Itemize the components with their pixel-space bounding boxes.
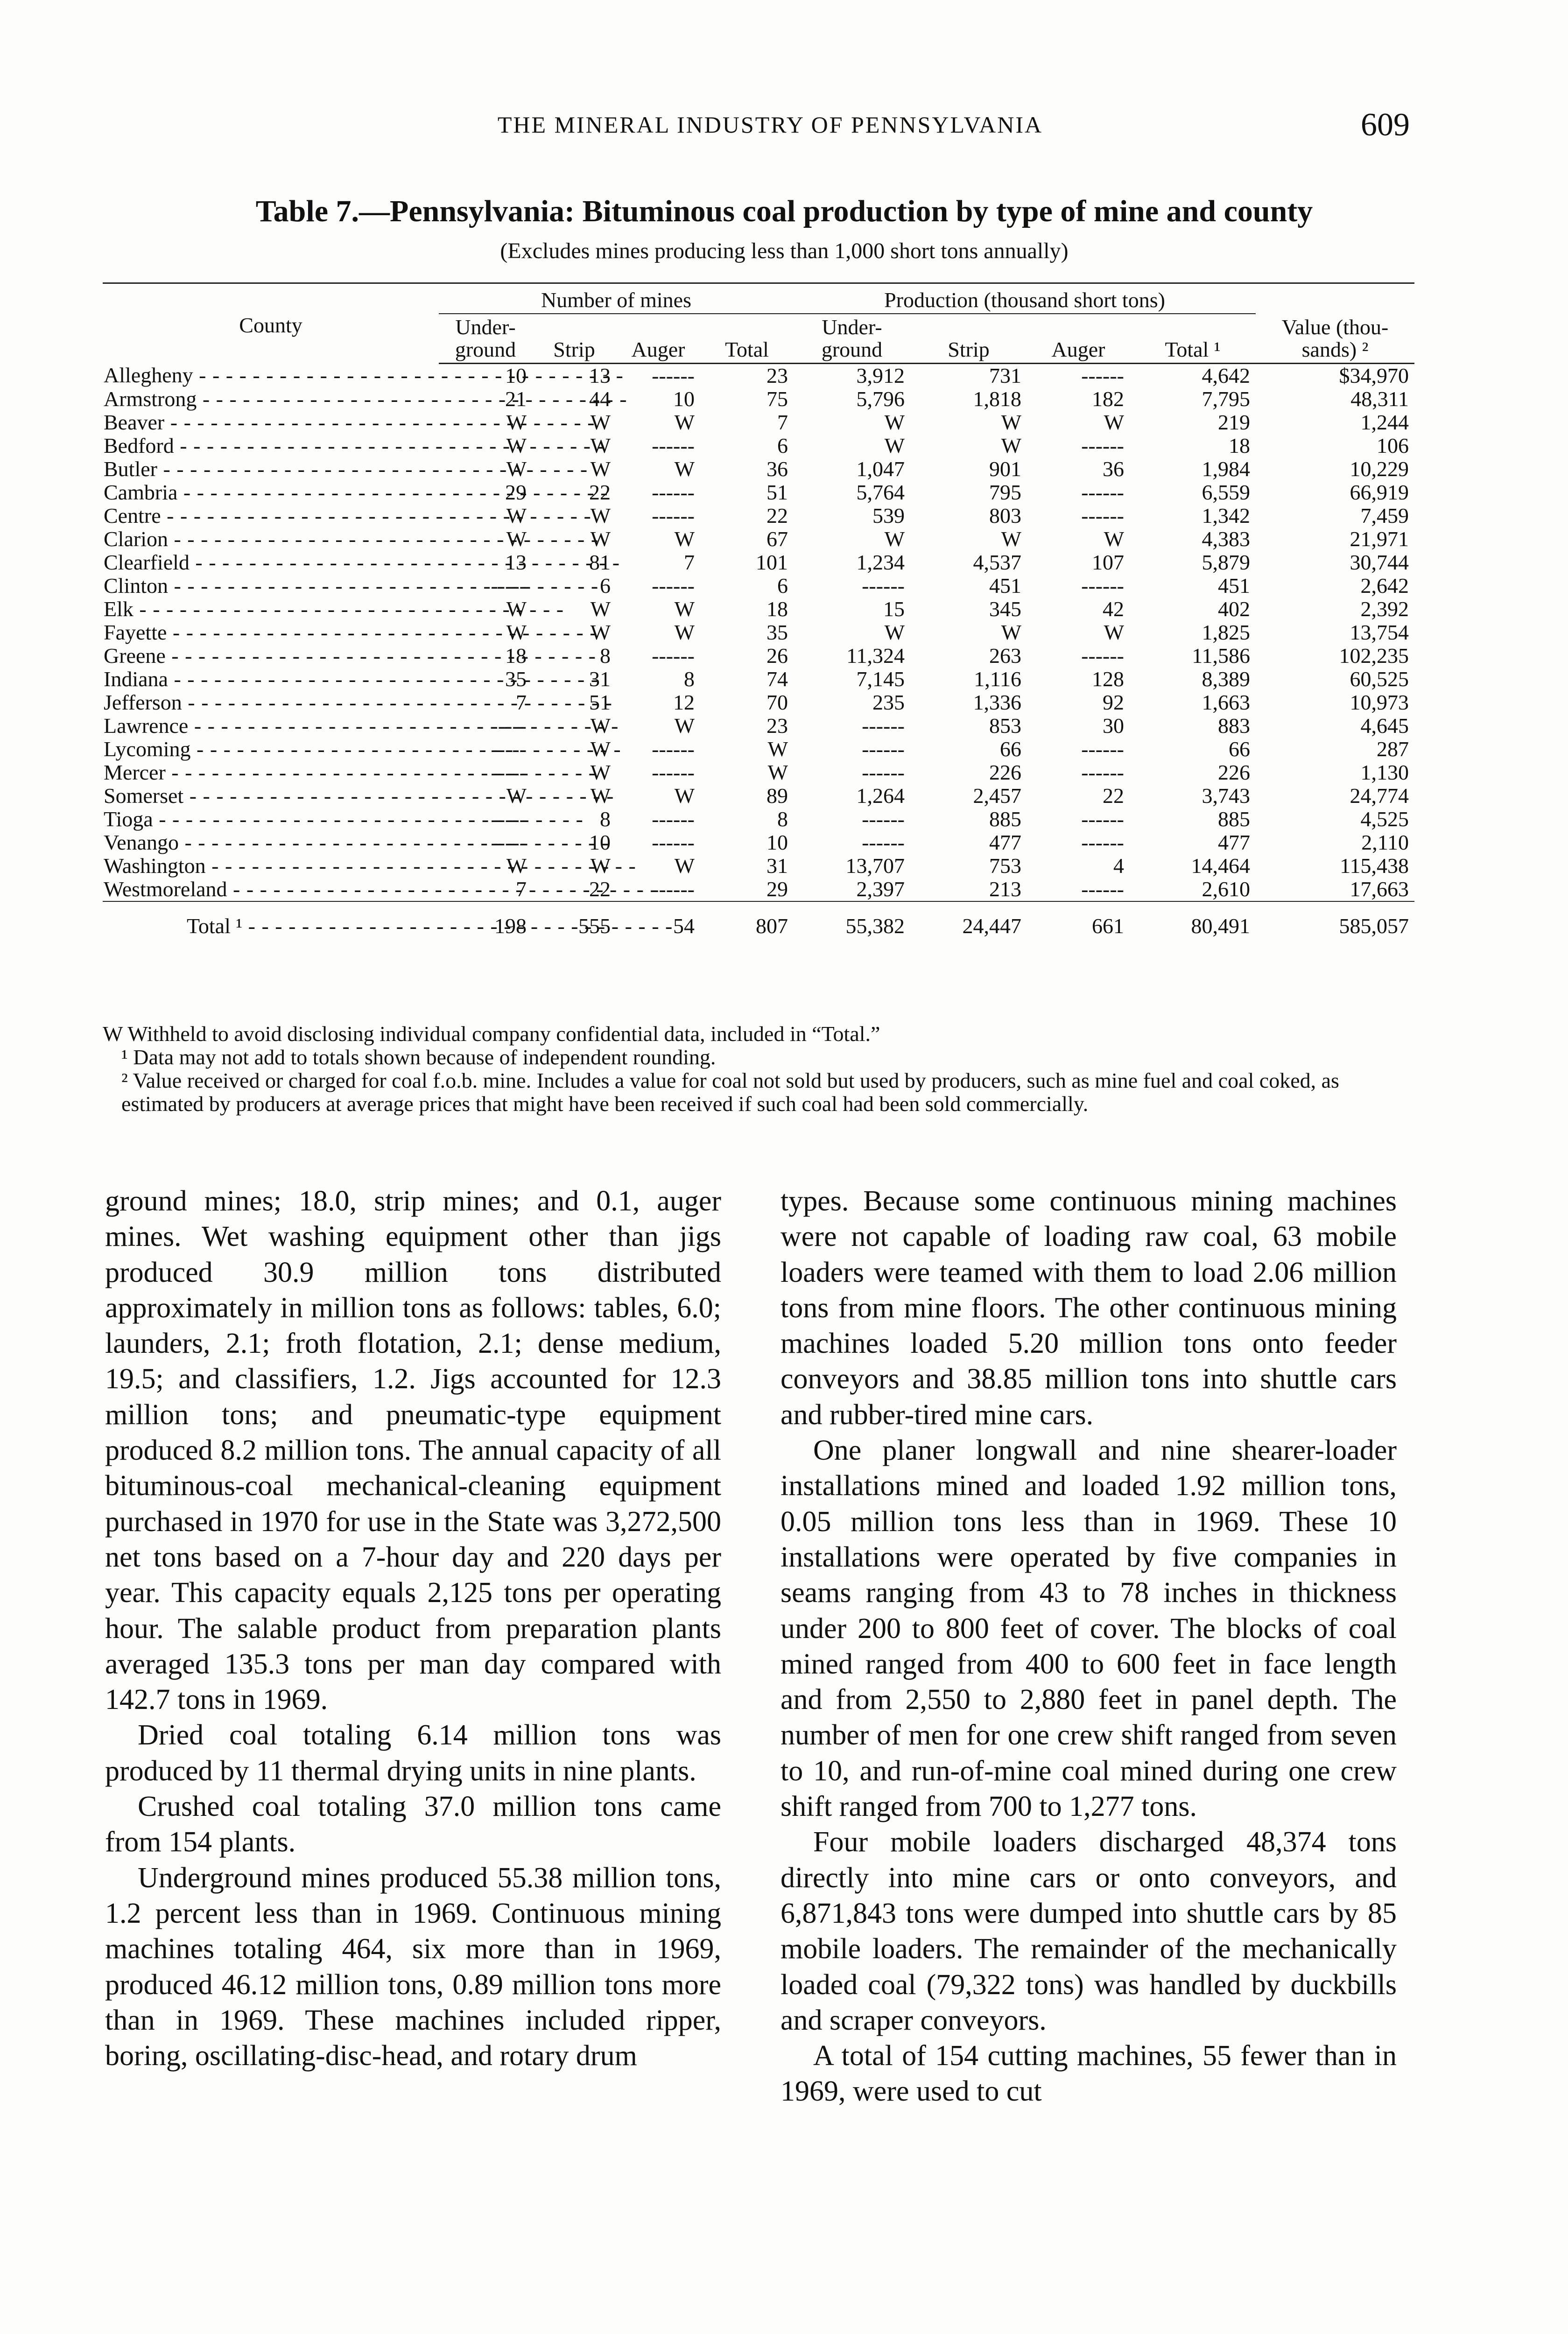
table-row: [103, 457, 1414, 481]
cell-p-ug: 11,324: [846, 644, 905, 668]
total-cell-n-total: 807: [756, 914, 788, 938]
cell-p-ug: 7,145: [856, 667, 905, 691]
cell-p-auger: ------: [1081, 760, 1124, 784]
cell-n-strip: W: [590, 457, 611, 481]
cell-n-strip: 31: [589, 667, 611, 691]
cell-n-ug: 7: [439, 878, 532, 901]
cell-value: 2,642: [1360, 574, 1409, 598]
cell-county: Lawrence - - -: [103, 714, 439, 738]
cell-p-auger: 182: [1092, 387, 1124, 411]
cell-p-strip: 213: [910, 878, 1027, 901]
cell-n-strip: 44: [589, 387, 611, 411]
cell-n-total: 31: [766, 854, 788, 878]
cell-county: Lycoming - - -: [103, 738, 439, 761]
cell-p-auger: ------: [1081, 434, 1124, 457]
cell-p-total: 7,795: [1202, 387, 1251, 411]
cell-n-strip: W: [590, 760, 611, 784]
cell-p-total: 451: [1218, 574, 1251, 598]
cell-p-strip: 451: [989, 574, 1021, 598]
total-cell-p-strip: 24,447: [962, 914, 1021, 938]
cell-n-auger: ------: [652, 574, 695, 598]
cell-county: Fayette - - -: [103, 621, 439, 644]
cell-n-auger: ------: [652, 364, 695, 387]
cell-p-ug: 1,264: [856, 784, 905, 808]
cell-n-ug: W: [506, 784, 527, 808]
cell-n-total: 22: [766, 504, 788, 527]
cell-n-auger: 12: [673, 690, 695, 714]
footnote-withheld: W Withheld to avoid disclosing individual company confidential data, included in “Total.”: [103, 1022, 880, 1046]
header-mines-underground: Under- ground: [439, 314, 532, 364]
cell-n-ug: 21: [505, 387, 527, 411]
cell-p-ug: W: [884, 527, 905, 551]
cell-n-total: 7: [777, 410, 788, 434]
cell-p-strip: 795: [989, 480, 1021, 504]
table-row: [103, 878, 1414, 901]
cell-n-auger: ------: [652, 760, 695, 784]
total-cell-county: Total ¹ - - -: [103, 901, 439, 940]
cell-p-ug: 15: [883, 597, 905, 621]
cell-value: 60,525: [1350, 667, 1409, 691]
total-cell-n-ug: 198: [494, 914, 527, 938]
cell-n-total: 26: [766, 644, 788, 668]
cell-p-total: 5,879: [1202, 550, 1251, 574]
header-number-of-mines: Number of mines: [439, 287, 794, 314]
cell-p-strip: 263: [989, 644, 1021, 668]
header-production: Production (thousand short tons): [794, 287, 1256, 314]
header-county: County: [239, 313, 302, 337]
cell-n-ug: -----: [491, 714, 527, 738]
cell-n-total: 10: [766, 830, 788, 854]
cell-county: Somerset - - -: [103, 784, 439, 808]
cell-p-strip: 477: [989, 830, 1021, 854]
cell-n-ug: W: [506, 434, 527, 457]
table-row: [103, 598, 1414, 621]
cell-p-auger: ------: [1081, 737, 1124, 761]
cell-p-total: 18: [1229, 434, 1251, 457]
header-production-strip: Strip: [910, 314, 1027, 364]
cell-p-auger: 30: [1103, 714, 1124, 738]
page-number: 609: [1361, 107, 1410, 143]
table-row: [103, 527, 1414, 551]
table-total-row: [103, 901, 1414, 940]
cell-n-ug: -----: [491, 574, 527, 598]
table-row: [103, 621, 1414, 644]
paragraph: Crushed coal totaling 37.0 million tons came from 154 plants.: [105, 1791, 721, 1858]
cell-n-total: 36: [766, 457, 788, 481]
cell-p-ug: ------: [862, 574, 905, 598]
cell-p-ug: 539: [872, 504, 905, 527]
table-row: [103, 808, 1414, 831]
cell-p-auger: 128: [1092, 667, 1124, 691]
table-row: [103, 831, 1414, 854]
paragraph: Four mobile loaders discharged 48,374 tons directly into mine cars or onto conveyors, and 6,871,843 tons were dumped into shuttle cars by 85 mobile loaders. The remainder of the mechanically loaded coal (79,322 tons) was handled by duckbills and scraper conveyors.: [780, 1826, 1397, 2036]
cell-county: Centre - - -: [103, 504, 439, 527]
cell-p-total: 226: [1218, 760, 1251, 784]
cell-p-strip: W: [1001, 527, 1021, 551]
cell-n-total: 23: [766, 714, 788, 738]
cell-p-auger: ------: [1027, 878, 1130, 901]
cell-p-total: 477: [1218, 830, 1251, 854]
cell-n-total: 101: [756, 550, 788, 574]
cell-n-total: W: [767, 737, 788, 761]
total-cell-p-total: 80,491: [1191, 914, 1251, 938]
table-row: [103, 644, 1414, 668]
cell-n-auger: W: [674, 457, 695, 481]
cell-n-ug: 13: [505, 550, 527, 574]
cell-p-total: 14,464: [1191, 854, 1251, 878]
cell-n-total: 70: [766, 690, 788, 714]
cell-p-auger: 107: [1092, 550, 1124, 574]
cell-county: Elk - - -: [103, 598, 439, 621]
running-head: THE MINERAL INDUSTRY OF PENNSYLVANIA: [497, 112, 1043, 138]
cell-p-ug: 5,796: [856, 387, 905, 411]
cell-value: 287: [1377, 737, 1409, 761]
cell-n-strip: 51: [589, 690, 611, 714]
cell-p-strip: 66: [1000, 737, 1021, 761]
cell-n-total: W: [767, 760, 788, 784]
cell-n-ug: W: [506, 527, 527, 551]
cell-n-strip: W: [590, 434, 611, 457]
total-cell-p-ug: 55,382: [845, 914, 905, 938]
cell-n-ug: 18: [505, 644, 527, 668]
cell-p-strip: 4,537: [973, 550, 1021, 574]
paragraph: Dried coal totaling 6.14 million tons was produced by 11 thermal drying units in nine plants.: [105, 1719, 721, 1787]
cell-county: Westmoreland - - -: [103, 878, 439, 901]
paragraph: One planer longwall and nine shearer-loader installations mined and loaded 1.92 million tons, 0.05 million tons less than in 1969. These 10 installations were operated by five companies in seams ranging from 43 to 78 inches in thickness under 200 to 800 feet of cover. The blocks of coal mined ranged from 400 to 600 feet in face length and from 2,550 to 2,880 feet in panel depth. The number of men for one crew shift ranged from seven to 10, and run-of-mine coal mined during one crew shift ranged from 700 to 1,277 tons.: [780, 1434, 1397, 1823]
cell-n-total: 29: [700, 878, 794, 901]
header-value: Value (thou- sands) ²: [1256, 287, 1414, 364]
cell-n-strip: 8: [600, 644, 611, 668]
cell-county: Cambria - - -: [103, 481, 439, 504]
cell-n-auger: W: [674, 597, 695, 621]
cell-n-strip: 13: [589, 364, 611, 387]
table-row: [103, 738, 1414, 761]
cell-n-strip: 8: [600, 807, 611, 831]
cell-n-auger: 7: [684, 550, 695, 574]
table-row: [103, 784, 1414, 808]
cell-p-auger: 36: [1103, 457, 1124, 481]
cell-value: 66,919: [1350, 480, 1409, 504]
paragraph: Underground mines produced 55.38 million tons, 1.2 percent less than in 1969. Continuous mining machines totaling 464, six more than in 1969, produced 46.12 million tons, 0.89 million tons more than in 1969. These machines included ripper, boring, oscillating-disc-head, and rotary drum: [105, 1862, 721, 2072]
cell-p-auger: 92: [1103, 690, 1124, 714]
cell-p-total: 402: [1218, 597, 1251, 621]
cell-county: Tioga - - -: [103, 808, 439, 831]
cell-n-strip: 81: [589, 550, 611, 574]
cell-p-ug: 1,047: [856, 457, 905, 481]
cell-value: 24,774: [1350, 784, 1409, 808]
cell-n-total: 23: [766, 364, 788, 387]
cell-p-ug: ------: [862, 830, 905, 854]
cell-n-auger: W: [674, 714, 695, 738]
cell-p-auger: W: [1104, 527, 1124, 551]
cell-n-auger: W: [674, 784, 695, 808]
cell-p-ug: 235: [872, 690, 905, 714]
cell-county: Clinton - - -: [103, 574, 439, 598]
cell-p-strip: W: [1001, 620, 1021, 644]
left-text-column: [105, 1183, 721, 2074]
cell-p-auger: ------: [1081, 364, 1124, 387]
cell-value: 2,392: [1360, 597, 1409, 621]
cell-n-ug: -----: [491, 760, 527, 784]
table-row: [103, 854, 1414, 878]
cell-value: $34,970: [1339, 364, 1409, 387]
cell-p-auger: 4: [1113, 854, 1124, 878]
cell-p-auger: W: [1104, 620, 1124, 644]
cell-n-auger: ------: [652, 830, 695, 854]
cell-p-auger: ------: [1081, 480, 1124, 504]
cell-value: 48,311: [1350, 387, 1409, 411]
cell-n-auger: ------: [652, 480, 695, 504]
table-row: [103, 434, 1414, 457]
total-cell-value: 585,057: [1339, 914, 1409, 938]
table-title: Table 7.—Pennsylvania: Bituminous coal production by type of mine and county: [255, 194, 1313, 228]
cell-p-strip: 885: [989, 807, 1021, 831]
cell-n-auger: ------: [616, 878, 700, 901]
cell-value: 17,663: [1256, 878, 1414, 901]
cell-county: Allegheny - - -: [103, 364, 439, 388]
cell-n-auger: W: [674, 410, 695, 434]
cell-n-auger: ------: [652, 807, 695, 831]
cell-n-ug: 10: [505, 364, 527, 387]
cell-n-total: 18: [766, 597, 788, 621]
table-top-rule: [103, 282, 1414, 284]
table-row: [103, 761, 1414, 784]
cell-n-ug: -----: [491, 807, 527, 831]
total-cell-p-auger: 661: [1092, 914, 1124, 938]
cell-p-total: 883: [1218, 714, 1251, 738]
cell-p-total: 66: [1229, 737, 1251, 761]
cell-p-ug: ------: [862, 807, 905, 831]
cell-n-strip: W: [590, 620, 611, 644]
footnote-1: ¹ Data may not add to totals shown because of independent rounding.: [121, 1045, 716, 1069]
cell-p-total: 1,825: [1202, 620, 1251, 644]
cell-p-ug: ------: [862, 737, 905, 761]
cell-p-ug: W: [884, 410, 905, 434]
cell-p-ug: 5,764: [856, 480, 905, 504]
cell-p-total: 3,743: [1202, 784, 1251, 808]
cell-n-strip: 6: [600, 574, 611, 598]
total-cell-n-auger: 54: [673, 914, 695, 938]
cell-p-strip: W: [1001, 410, 1021, 434]
total-cell-n-strip: 555: [578, 914, 611, 938]
table-row: [103, 691, 1414, 714]
cell-n-ug: 7: [516, 690, 527, 714]
cell-county: Indiana - - -: [103, 668, 439, 691]
cell-n-auger: 10: [673, 387, 695, 411]
cell-p-total: 8,389: [1202, 667, 1251, 691]
cell-n-total: 8: [777, 807, 788, 831]
cell-value: 2,110: [1361, 830, 1409, 854]
table-row: [103, 387, 1414, 411]
cell-n-total: 89: [766, 784, 788, 808]
table-row: [103, 714, 1414, 738]
cell-n-strip: W: [590, 504, 611, 527]
cell-p-strip: 753: [989, 854, 1021, 878]
cell-n-auger: W: [674, 620, 695, 644]
cell-n-ug: -----: [491, 737, 527, 761]
table-subtitle: (Excludes mines producing less than 1,000 short tons annually): [500, 239, 1069, 263]
cell-p-strip: 2,457: [973, 784, 1021, 808]
table-row: [103, 668, 1414, 691]
cell-n-auger: ------: [652, 434, 695, 457]
cell-p-ug: 1,234: [856, 550, 905, 574]
header-mines-strip: Strip: [532, 314, 616, 364]
cell-p-total: 4,642: [1202, 364, 1251, 387]
paragraph: types. Because some continuous mining machines were not capable of loading raw coal, 63 mobile loaders were teamed with them to load 2.06 million tons from mine floors. The other continuous mining machines loaded 5.20 million tons onto feeder conveyors and 38.85 million tons into shuttle cars and rubber-tired mine cars.: [780, 1185, 1397, 1431]
cell-n-total: 67: [766, 527, 788, 551]
paragraph: A total of 154 cutting machines, 55 fewer than in 1969, were used to cut: [780, 2040, 1397, 2108]
cell-p-strip: 345: [989, 597, 1021, 621]
cell-p-total: 1,342: [1202, 504, 1251, 527]
cell-value: 4,525: [1360, 807, 1409, 831]
cell-value: 1,130: [1360, 760, 1409, 784]
cell-n-strip: W: [590, 410, 611, 434]
cell-county: Bedford - - -: [103, 434, 439, 457]
cell-n-total: 51: [766, 480, 788, 504]
cell-p-auger: ------: [1081, 504, 1124, 527]
cell-n-strip: W: [590, 714, 611, 738]
coal-production-table: [103, 287, 1414, 940]
cell-p-auger: ------: [1081, 574, 1124, 598]
cell-county: Armstrong - - -: [103, 387, 439, 411]
cell-n-strip: W: [590, 597, 611, 621]
cell-n-ug: W: [506, 410, 527, 434]
cell-n-auger: W: [674, 854, 695, 878]
cell-county: Greene - - -: [103, 644, 439, 668]
cell-n-auger: W: [674, 527, 695, 551]
cell-p-total: 1,984: [1202, 457, 1251, 481]
cell-n-auger: ------: [652, 737, 695, 761]
cell-p-strip: 1,116: [974, 667, 1021, 691]
cell-p-total: 2,610: [1130, 878, 1256, 901]
cell-p-ug: 2,397: [794, 878, 910, 901]
table-body: [103, 364, 1414, 941]
cell-value: 10,229: [1350, 457, 1409, 481]
cell-n-strip: 22: [532, 878, 616, 901]
cell-n-auger: 8: [684, 667, 695, 691]
cell-county: Clearfield - - -: [103, 551, 439, 574]
cell-n-total: 6: [777, 574, 788, 598]
cell-p-total: 6,559: [1202, 480, 1251, 504]
cell-n-ug: W: [506, 620, 527, 644]
cell-county: Washington - - -: [103, 854, 439, 878]
cell-n-strip: W: [590, 784, 611, 808]
cell-n-strip: 10: [589, 830, 611, 854]
cell-value: 10,973: [1350, 690, 1409, 714]
cell-p-strip: 853: [989, 714, 1021, 738]
header-production-underground: Under- ground: [794, 314, 910, 364]
cell-value: 115,438: [1340, 854, 1409, 878]
cell-p-strip: 1,818: [973, 387, 1021, 411]
cell-value: 102,235: [1339, 644, 1409, 668]
cell-n-total: 35: [766, 620, 788, 644]
cell-p-strip: 1,336: [973, 690, 1021, 714]
cell-p-total: 219: [1218, 410, 1251, 434]
cell-p-strip: 803: [989, 504, 1021, 527]
cell-p-ug: W: [884, 434, 905, 457]
table-row: [103, 551, 1414, 574]
cell-p-auger: 22: [1103, 784, 1124, 808]
cell-p-strip: 901: [989, 457, 1021, 481]
cell-p-auger: 42: [1103, 597, 1124, 621]
header-production-total: Total ¹: [1130, 314, 1256, 364]
cell-county: Venango - - -: [103, 831, 439, 854]
cell-n-auger: ------: [652, 504, 695, 527]
cell-p-total: 11,586: [1192, 644, 1251, 668]
header-mines-total: Total: [700, 314, 794, 364]
cell-county: Clarion - - -: [103, 527, 439, 551]
cell-value: 30,744: [1350, 550, 1409, 574]
table-row: [103, 481, 1414, 504]
cell-value: 1,244: [1360, 410, 1409, 434]
cell-value: 13,754: [1350, 620, 1409, 644]
cell-county: Butler - - -: [103, 457, 439, 481]
footnote-2: ² Value received or charged for coal f.o.b. mine. Includes a value for coal not sold but used by producers, such as mine fuel and coal coked, as estimated by producers at average prices that might have been received if such coal had been sold commercially.: [121, 1069, 1339, 1116]
table-row: [103, 574, 1414, 598]
cell-p-total: 885: [1218, 807, 1251, 831]
cell-n-total: 75: [766, 387, 788, 411]
cell-p-total: 1,663: [1202, 690, 1251, 714]
cell-p-ug: ------: [862, 760, 905, 784]
cell-n-ug: W: [506, 854, 527, 878]
cell-n-ug: W: [506, 597, 527, 621]
cell-n-strip: W: [590, 737, 611, 761]
table-row: [103, 411, 1414, 434]
cell-county: Jefferson - - -: [103, 691, 439, 714]
cell-n-total: 74: [766, 667, 788, 691]
cell-n-ug: W: [506, 504, 527, 527]
right-text-column: [780, 1183, 1397, 2109]
cell-p-ug: ------: [862, 714, 905, 738]
cell-p-ug: 13,707: [845, 854, 905, 878]
cell-value: 4,645: [1360, 714, 1409, 738]
cell-n-strip: W: [590, 854, 611, 878]
cell-county: Mercer - - -: [103, 761, 439, 784]
cell-p-auger: ------: [1081, 830, 1124, 854]
cell-p-auger: ------: [1081, 644, 1124, 668]
cell-n-ug: -----: [491, 830, 527, 854]
cell-n-auger: ------: [652, 644, 695, 668]
cell-p-strip: 731: [989, 364, 1021, 387]
cell-n-strip: 22: [589, 480, 611, 504]
cell-p-ug: W: [884, 620, 905, 644]
paragraph: ground mines; 18.0, strip mines; and 0.1, auger mines. Wet washing equipment other than jigs produced 30.9 million tons distributed approximately in million tons as follows: tables, 6.0; launders, 2.1; froth flotation, 2.1; dense medium, 19.5; and classifiers, 1.2. Jigs accounted for 12.3 million tons; and pneumatic-type equipment produced 8.2 million tons. The annual capacity of all bituminous-coal mechanical-cleaning equipment purchased in 1970 for use in the State was 3,272,500 net tons based on a 7-hour day and 220 days per year. This capacity equals 2,125 tons per operating hour. The salable product from preparation plants averaged 135.3 tons per man day compared with 142.7 tons in 1969.: [105, 1185, 721, 1716]
header-production-auger: Auger: [1027, 314, 1130, 364]
cell-n-strip: W: [590, 527, 611, 551]
cell-p-auger: W: [1104, 410, 1124, 434]
cell-p-strip: W: [1001, 434, 1021, 457]
cell-p-total: 4,383: [1202, 527, 1251, 551]
cell-value: 106: [1377, 434, 1409, 457]
cell-p-ug: 3,912: [856, 364, 905, 387]
cell-n-ug: W: [506, 457, 527, 481]
cell-value: 21,971: [1350, 527, 1409, 551]
cell-n-ug: 35: [505, 667, 527, 691]
table-row: [103, 504, 1414, 527]
table-row: [103, 364, 1414, 388]
cell-p-strip: 226: [989, 760, 1021, 784]
cell-county: Beaver - - -: [103, 411, 439, 434]
cell-n-total: 6: [777, 434, 788, 457]
header-mines-auger: Auger: [616, 314, 700, 364]
table-footnotes: [103, 1022, 1414, 1116]
cell-n-ug: 29: [505, 480, 527, 504]
cell-p-auger: ------: [1081, 807, 1124, 831]
cell-value: 7,459: [1360, 504, 1409, 527]
